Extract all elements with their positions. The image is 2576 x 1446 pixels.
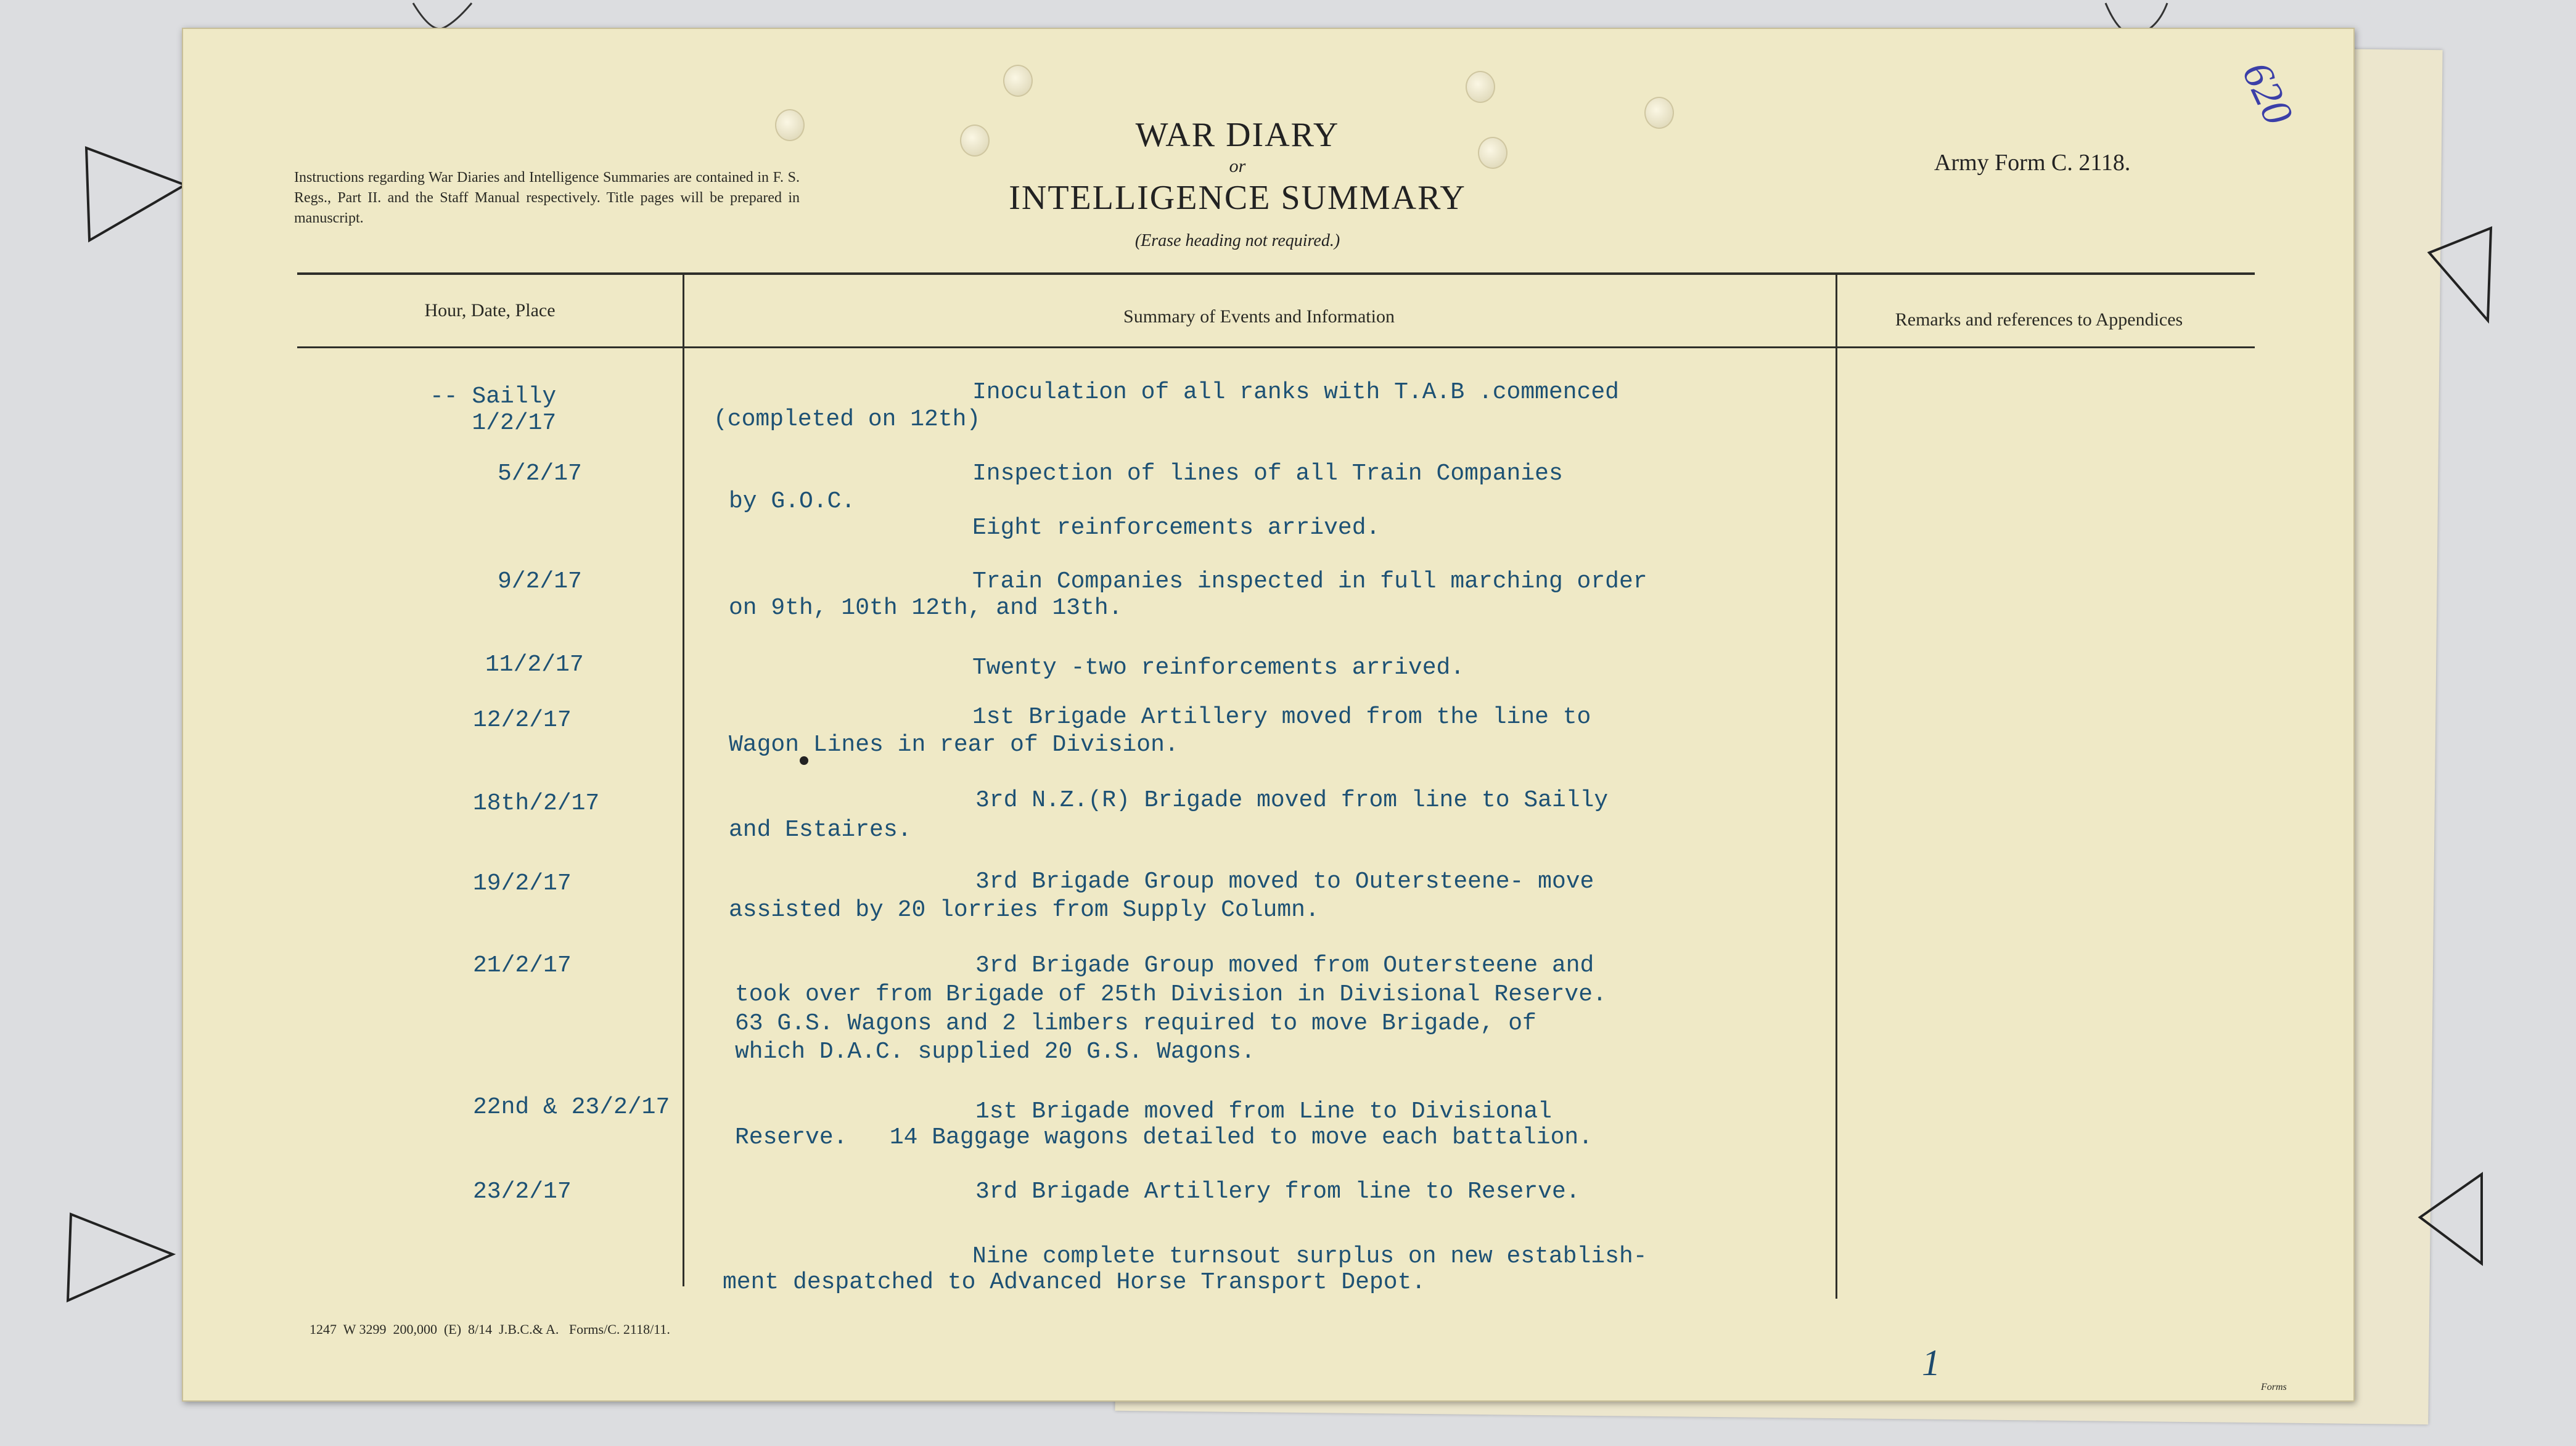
diary-entries [183,29,2353,1400]
entry-text: took over from Brigade of 25th Division in Divisional Reserve. [735,981,1607,1008]
entry-text: which D.A.C. supplied 20 G.S. Wagons. [735,1039,1255,1065]
entry-date: 5/2/17 [498,460,582,487]
print-footer: 1247 W 3299 200,000 (E) 8/14 J.B.C.& A. Forms/C. 2118/11. [310,1321,670,1337]
entry-text: Nine complete turnsout surplus on new establish- [972,1243,1647,1270]
entry-date: 19/2/17 [473,870,572,897]
entry-text: 63 G.S. Wagons and 2 limbers required to move Brigade, of [735,1010,1536,1037]
entry-date: 9/2/17 [498,568,582,595]
entry-text: Eight reinforcements arrived. [972,515,1380,541]
instructions-text: Instructions regarding War Diaries and Intelligence Summaries are contained in F. S. Regs., Part II. and the Staff Manual respectively. Title pages will be prepared in manuscript. [294,170,800,226]
entry-date: 23/2/17 [473,1178,572,1205]
entry-text: on 9th, 10th 12th, and 13th. [729,595,1123,621]
column-header-remarks: Remarks and references to Appendices [1895,309,2183,330]
entry-date: 11/2/17 [485,652,584,678]
entry-text: Twenty -two reinforcements arrived. [972,655,1465,681]
title-note: (Erase heading not required.) [1134,231,1340,250]
entry-date: 12/2/17 [473,707,572,733]
diary-page [182,28,2355,1402]
triangle-marker-right-lower [2411,1165,2497,1282]
entry-text: 1st Brigade moved from Line to Divisional [975,1098,1552,1125]
title-intelligence-summary: INTELLIGENCE SUMMARY [1009,179,1466,217]
entry-text: Wagon Lines in rear of Division. [729,732,1179,758]
column-header-summary: Summary of Events and Information [1123,306,1395,327]
entry-date: 22nd & 23/2/17 [473,1094,670,1121]
triangle-marker-right-upper [2417,216,2503,333]
entry-text: assisted by 20 lorries from Supply Column. [729,897,1319,923]
entry-text: Train Companies inspected in full marching order [972,568,1647,595]
entry-text: 1st Brigade Artillery moved from the line to [972,704,1591,730]
entry-text: (completed on 12th) [713,406,981,433]
entry-text: and Estaires. [729,817,912,843]
entry-date: -- Sailly 1/2/17 [430,383,557,436]
entry-text: 3rd Brigade Group moved from Outersteene and [975,952,1594,979]
footer-mark: Forms [2261,1382,2287,1392]
entry-text: 3rd Brigade Artillery from line to Reserve. [975,1178,1580,1205]
entry-text: Reserve. 14 Baggage wagons detailed to move each battalion. [735,1124,1593,1151]
entry-text: ment despatched to Advanced Horse Transport Depot. [723,1269,1426,1296]
entry-text: by G.O.C. [729,488,856,515]
triangle-marker-top-left [74,142,197,253]
form-number: Army Form C. 2118. [1934,150,2131,176]
entry-date: 18th/2/17 [473,790,600,817]
entry-date: 21/2/17 [473,952,572,979]
entry-text: 3rd N.Z.(R) Brigade moved from line to Sailly [975,787,1609,814]
ink-mark: 1 [1922,1342,1940,1383]
entry-text: 3rd Brigade Group moved to Outersteene- move [975,868,1594,895]
entry-text: Inspection of lines of all Train Companies [972,460,1563,487]
column-header-date: Hour, Date, Place [424,300,556,321]
folio-number: 620 [2233,55,2303,132]
triangle-marker-bottom-left [55,1208,191,1313]
title-or: or [1229,156,1246,176]
title-war-diary: WAR DIARY [1135,116,1340,154]
entry-text: Inoculation of all ranks with T.A.B .commenced [972,379,1619,406]
